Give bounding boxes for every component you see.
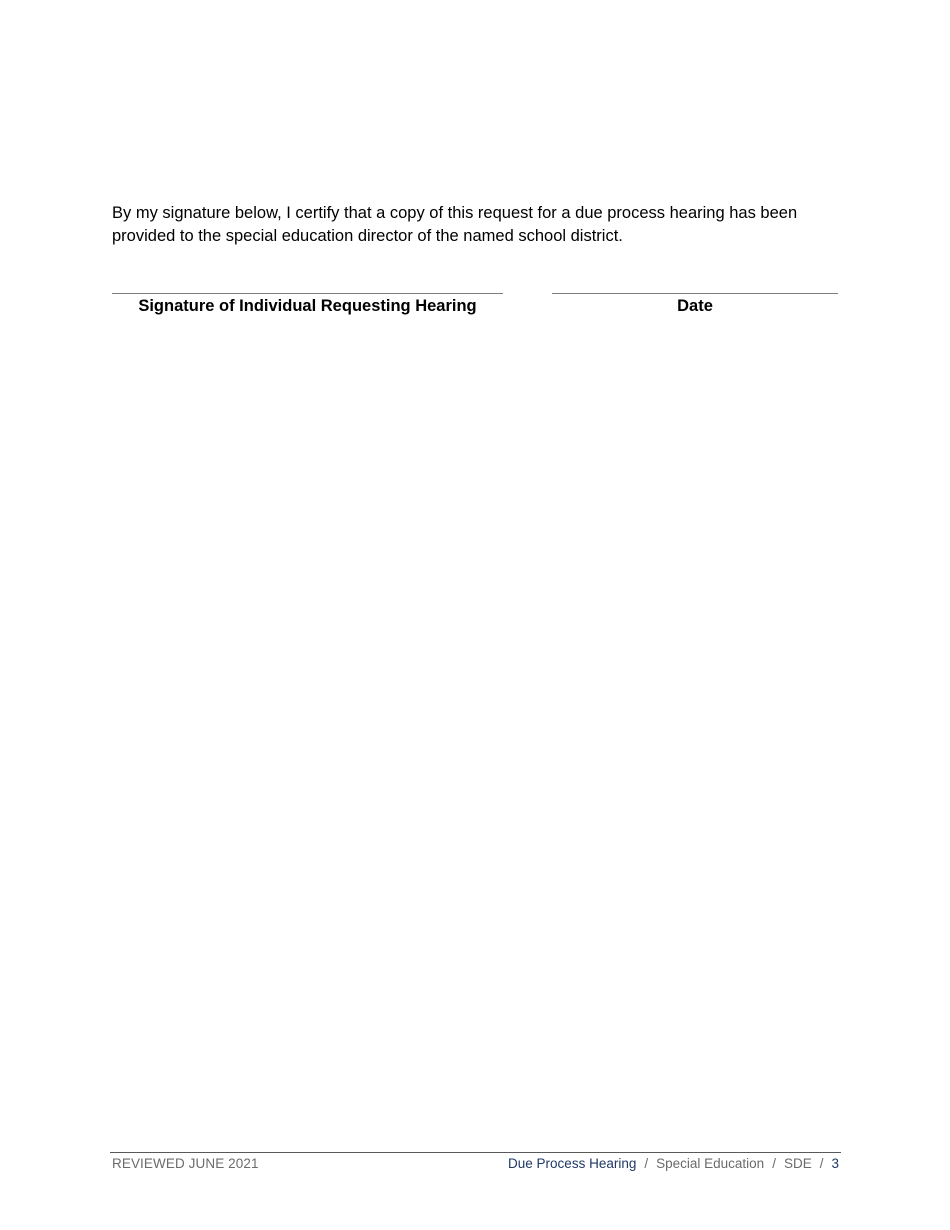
breadcrumb-section: Special Education xyxy=(656,1156,765,1171)
breadcrumb-separator: / xyxy=(644,1156,649,1171)
page-number: 3 xyxy=(831,1156,839,1171)
breadcrumb-document: Due Process Hearing xyxy=(508,1156,637,1171)
signature-line xyxy=(112,293,503,294)
footer-breadcrumb xyxy=(508,1155,839,1173)
breadcrumb-separator: / xyxy=(772,1156,776,1171)
breadcrumb-separator: / xyxy=(819,1156,824,1171)
date-line xyxy=(552,293,838,294)
footer-divider xyxy=(110,1152,841,1153)
certification-statement: By my signature below, I certify that a copy of this request for a due process hearing has been provided to the special education director of the named school district. xyxy=(112,204,798,245)
date-label: Date xyxy=(677,297,713,315)
signature-label: Signature of Individual Requesting Hearing xyxy=(138,297,477,315)
reviewed-date: REVIEWED JUNE 2021 xyxy=(112,1156,259,1171)
breadcrumb-agency: SDE xyxy=(783,1156,812,1171)
page-footer xyxy=(112,1155,839,1173)
